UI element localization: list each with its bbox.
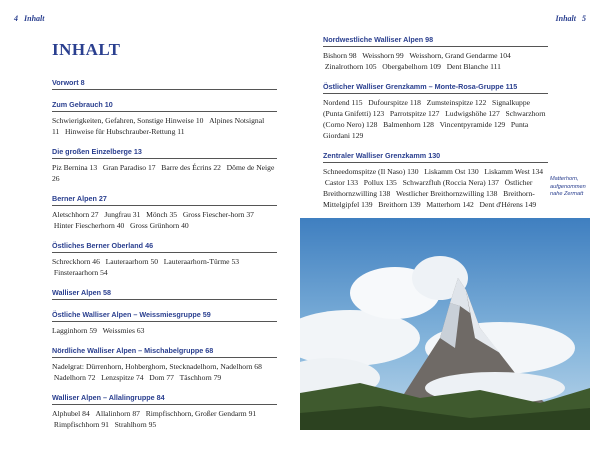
toc-entry: Jungfrau 31 (104, 210, 141, 219)
photo-caption: Matterhorn, aufgenommen nahe Zermatt (550, 176, 586, 197)
toc-entry: Matterhorn 142 (426, 200, 474, 209)
toc-section-heading: Walliser Alpen – Allalingruppe 84 (52, 393, 277, 405)
toc-section-entries (323, 166, 548, 210)
left-toc-column (52, 78, 277, 440)
toc-section (52, 393, 277, 430)
toc-section (52, 288, 277, 300)
toc-entry: Breithorn 139 (378, 200, 421, 209)
toc-entry: Gross Grünhorn 40 (130, 221, 189, 230)
toc-entry: Liskamm West 134 (484, 167, 544, 176)
toc-section-heading: Die großen Einzelberge 13 (52, 147, 277, 159)
left-page-header (10, 14, 44, 23)
toc-section-heading: Berner Alpen 27 (52, 194, 277, 206)
toc-section (52, 147, 277, 184)
toc-entry: Dent Blanche 111 (446, 62, 501, 71)
toc-entry: Lauteraarhorn-Türme 53 (163, 257, 240, 266)
toc-entry: Ludwigshöhe 127 (445, 109, 500, 118)
toc-entry: Aletschhorn 27 (52, 210, 99, 219)
toc-entry: Lauteraarhorn 50 (105, 257, 159, 266)
toc-entry: Alpines Notsignal 11 (52, 116, 265, 136)
toc-entry: Vincentpyramide 129 (439, 120, 506, 129)
toc-entry: Parrotspitze 127 (389, 109, 440, 118)
toc-section-heading: Östliche Walliser Alpen – Weissmiesgruppe 59 (52, 310, 277, 322)
toc-entry: Schwierigkeiten, Gefahren, Sonstige Hinweise 10 (52, 116, 204, 125)
toc-entry: Nadelhorn 72 (53, 373, 96, 382)
toc-entry: Nadelgrat: Dürrenhorn, Hohberghorn, Stecknadelhorn, Nadelhorn 68 (52, 362, 262, 371)
toc-section-heading: Zum Gebrauch 10 (52, 100, 277, 112)
toc-entry: Hinter Fiescherhorn 40 (53, 221, 125, 230)
toc-entry: Täschhorn 79 (179, 373, 222, 382)
toc-entry: Gross Fiescher-horn 37 (182, 210, 254, 219)
toc-entry: Gran Paradiso 17 (102, 163, 156, 172)
toc-entry: Zinalrothorn 105 (324, 62, 377, 71)
toc-entry: Zumsteinspitze 122 (426, 98, 487, 107)
toc-section (52, 100, 277, 137)
toc-entry: Alphubel 84 (52, 409, 90, 418)
toc-entry: Bishorn 98 (323, 51, 357, 60)
toc-entry: Dent d'Hérens 149 (479, 200, 537, 209)
toc-section-entries (323, 50, 548, 72)
toc-section-heading: Östliches Berner Oberland 46 (52, 241, 277, 253)
toc-section-heading: Zentraler Walliser Grenzkamm 130 (323, 151, 548, 163)
toc-section-entries (52, 115, 277, 137)
toc-section-heading: Nördliche Walliser Alpen – Mischabelgruppe 68 (52, 346, 277, 358)
toc-entry: Schneedomspitze (Il Naso) 130 (323, 167, 419, 176)
toc-entry: Rimpfischhorn, Großer Gendarm 91 (145, 409, 257, 418)
toc-section-entries (52, 162, 277, 184)
toc-entry: Westlicher Breithornzwilling 138 (395, 189, 498, 198)
toc-entry: Signalkuppe (Punta Gnifetti) 123 (323, 98, 530, 118)
toc-entry: Punta Giordani 129 (323, 120, 529, 140)
toc-entry: Weisshorn 99 (362, 51, 404, 60)
toc-entry: Finsteraarhorn 54 (53, 268, 108, 277)
left-running-title: Inhalt (24, 14, 45, 23)
toc-entry: Lenzspitze 74 (101, 373, 144, 382)
page-title: INHALT (52, 40, 121, 59)
toc-section-entries (52, 325, 277, 336)
toc-section-entries (52, 408, 277, 430)
toc-entry: Obergabelhorn 109 (382, 62, 441, 71)
right-running-title: Inhalt (555, 14, 576, 23)
toc-section-heading: Östlicher Walliser Grenzkamm – Monte-Rosa-Gruppe 115 (323, 82, 548, 94)
right-toc-column (323, 35, 548, 220)
toc-section-entries (52, 256, 277, 278)
right-page-number: 5 (582, 14, 586, 23)
toc-entry: Pollux 135 (363, 178, 397, 187)
toc-entry: Allalinhorn 87 (95, 409, 140, 418)
toc-entry: Piz Bernina 13 (52, 163, 98, 172)
toc-entry: Balmenhorn 128 (383, 120, 434, 129)
toc-entry: Castor 133 (324, 178, 359, 187)
toc-section (52, 78, 277, 90)
toc-entry: Schwarzfluh (Roccia Nera) 137 (402, 178, 499, 187)
toc-entry: Mönch 35 (146, 210, 178, 219)
toc-entry: Liskamm Ost 130 (424, 167, 479, 176)
toc-entry: Weissmies 63 (102, 326, 145, 335)
right-page-header (556, 14, 590, 23)
toc-entry: Schreckhorn 46 (52, 257, 100, 266)
toc-section (52, 346, 277, 383)
toc-section-heading: Walliser Alpen 58 (52, 288, 277, 300)
toc-entry: Schwarzhorn (Corno Nero) 128 (323, 109, 546, 129)
toc-entry: Lagginhorn 59 (52, 326, 97, 335)
toc-section (323, 151, 548, 210)
toc-entry: Weisshorn, Grand Gendarme 104 (409, 51, 511, 60)
toc-entry: Östlicher Breithornzwilling 138 (323, 178, 533, 198)
toc-entry: Dôme de Neige 26 (52, 163, 275, 183)
toc-entry: Breithorn-Mittelgipfel 139 (323, 189, 535, 209)
toc-section-entries (323, 97, 548, 141)
toc-section (323, 35, 548, 72)
toc-section (52, 194, 277, 231)
toc-section-heading: Vorwort 8 (52, 78, 277, 90)
toc-entry: Dufourspitze 118 (368, 98, 421, 107)
toc-entry: Dom 77 (149, 373, 174, 382)
toc-section (52, 310, 277, 336)
toc-section (52, 241, 277, 278)
toc-section (323, 82, 548, 141)
toc-section-entries (52, 209, 277, 231)
toc-section-entries (52, 361, 277, 383)
toc-entry: Nordend 115 (323, 98, 363, 107)
toc-entry: Barre des Écrins 22 (161, 163, 221, 172)
toc-section-heading: Nordwestliche Walliser Alpen 98 (323, 35, 548, 47)
toc-entry: Rimpfischhorn 91 (53, 420, 109, 429)
left-page-number: 4 (14, 14, 18, 23)
matterhorn-photo (300, 218, 590, 430)
toc-entry: Strahlhorn 95 (114, 420, 157, 429)
toc-entry: Hinweise für Hubschrauber-Rettung 11 (65, 127, 185, 136)
